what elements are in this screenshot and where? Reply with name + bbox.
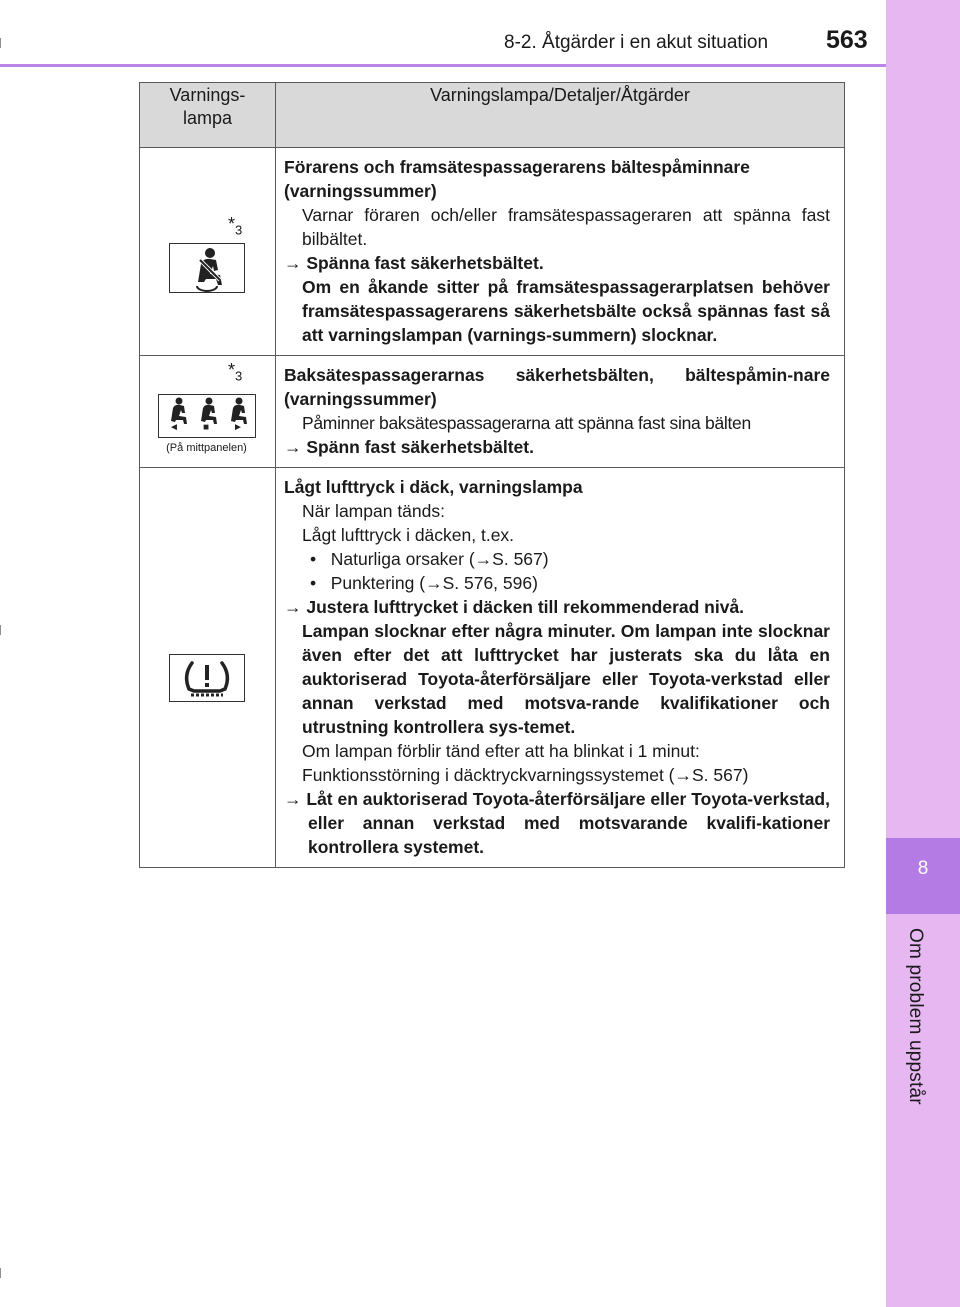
- row-description: Lågt lufttryck i däcken, t.ex.: [302, 525, 515, 545]
- row-title: Baksätespassagerarnas säkerhetsbälten, bältespåmin-nare (varningssummer): [284, 365, 830, 409]
- row-description: Funktionsstörning i däcktryckvarningssystemet (→S. 567): [302, 765, 749, 785]
- arrow-icon: →: [284, 437, 302, 457]
- table-row: [140, 468, 845, 868]
- crop-mark: [0, 625, 1, 635]
- icon-caption: (På mittpanelen): [166, 442, 247, 454]
- list-item: • Punktering (→S. 576, 596): [310, 573, 538, 593]
- section-title: 8-2. Åtgärder i en akut situation: [504, 32, 769, 53]
- row-content: [276, 356, 845, 468]
- row-action: → Låt en auktoriserad Toyota-återförsäljare eller Toyota-verkstad, eller annan verkstad med motsvarande kvalifi-kationer kontrollera systemet.: [284, 789, 830, 857]
- table-row: [140, 148, 845, 356]
- row-content: [276, 148, 845, 356]
- row-action: → Justera lufttrycket i däcken till rekommenderad nivå.: [284, 597, 745, 617]
- footnote-mark: $*_3$: [228, 214, 243, 238]
- row-description: Varnar föraren och/eller framsätespassageraren att spänna fast bilbältet.: [302, 205, 830, 249]
- chapter-title: Om problem uppstår: [905, 928, 926, 1105]
- row-description: Påminner baksätespassagerarna att spänna fast sina bälten: [302, 413, 751, 433]
- row-description: När lampan tänds:: [302, 501, 445, 521]
- row-action-detail: Om en åkande sitter på framsätespassagerarplatsen behöver framsätespassagerarens säkerhetsbälte också spännas fast så att varningslampan (varnings-summern) slocknar.: [302, 277, 830, 345]
- crop-mark: [0, 1268, 1, 1278]
- crop-mark: [0, 38, 1, 48]
- row-action-detail: Lampan slocknar efter några minuter. Om lampan inte slocknar även efter det att lufttrycket har justerats ska du låta en auktoriserad Toyota-återförsäljare eller Toyota-verkstad eller annan verkstad med motsva-rande kvalifikationer och utrustning kontrollera sys-temet.: [302, 621, 830, 737]
- seatbelt-warning-icon: [169, 243, 245, 293]
- row-action: → Spänna fast säkerhetsbältet.: [284, 253, 544, 273]
- icon-cell: [140, 468, 276, 868]
- row-title: Förarens och framsätespassagerarens bältespåminnare (varningssummer): [284, 157, 750, 201]
- header-rule: [0, 64, 886, 67]
- arrow-icon: →: [284, 253, 302, 273]
- page-number: 563: [826, 26, 868, 54]
- row-action: → Spänn fast säkerhetsbältet.: [284, 437, 534, 457]
- rear-seatbelt-warning-icon: ◄ ■ ►: [158, 394, 256, 438]
- table-row: [140, 356, 845, 468]
- icon-cell: [140, 356, 276, 468]
- col-header-details: Varningslampa/Detaljer/Åtgärder: [276, 83, 845, 148]
- icon-cell: [140, 148, 276, 356]
- row-content: [276, 468, 845, 868]
- warning-lamp-table: [139, 82, 845, 868]
- arrow-icon: →: [284, 789, 302, 809]
- tire-pressure-warning-icon: [169, 654, 245, 702]
- arrow-icon: →: [284, 597, 302, 617]
- row-description: Om lampan förblir tänd efter att ha blinkat i 1 minut:: [302, 741, 700, 761]
- col-header-lamp: Varnings- lampa: [140, 83, 276, 148]
- row-title: Lågt lufttryck i däck, varningslampa: [284, 477, 583, 497]
- footnote-mark: $*_3$: [228, 360, 243, 384]
- list-item: • Naturliga orsaker (→S. 567): [310, 549, 549, 569]
- chapter-number: 8: [917, 858, 929, 879]
